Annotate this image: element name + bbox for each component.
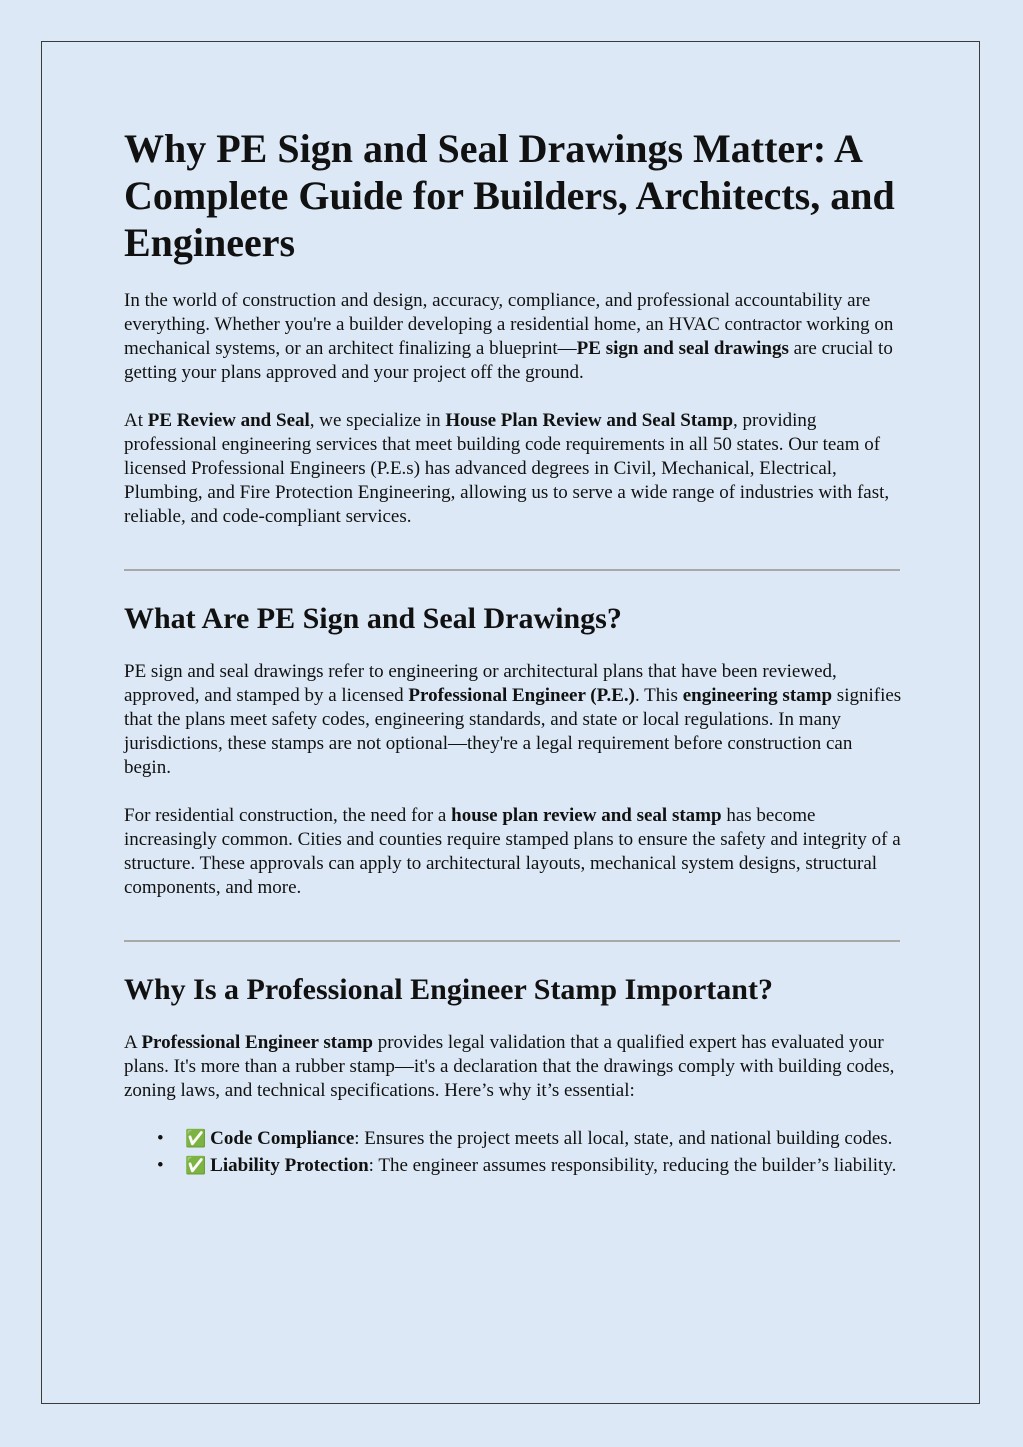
company-name: PE Review and Seal	[147, 410, 310, 431]
s2-p1-text-1: A	[124, 1032, 142, 1053]
list-item	[157, 1127, 902, 1151]
intro-paragraph-1	[124, 289, 902, 385]
s1-p1-text-3: signifies that the plans meet safety codes, engineering standards, and state or local regulations. In many jurisdictions, these stamps are not optional—they're a legal requirement before construction can begin.	[124, 685, 902, 778]
section1-paragraph-2	[124, 804, 902, 900]
check-mark-icon: ✅	[185, 1156, 207, 1176]
page-title: Why PE Sign and Seal Drawings Matter: A Complete Guide for Builders, Architects, and Engineers	[124, 126, 895, 265]
benefits-list	[124, 1127, 902, 1178]
intro-paragraph-2	[124, 409, 902, 529]
section2-paragraph-1	[124, 1031, 902, 1103]
document-body	[124, 120, 902, 1178]
s2-p1-text-2: provides legal validation that a qualified expert has evaluated your plans. It's more than a rubber stamp—it's a declaration that the drawings comply with building codes, zoning laws, and technical specifications. Here’s why it’s essential:	[124, 1032, 895, 1101]
intro-p1-bold: PE sign and seal drawings	[576, 338, 789, 359]
section-heading-what: What Are PE Sign and Seal Drawings?	[124, 602, 622, 635]
s1-p1-text-2: . This	[635, 685, 683, 706]
bullet-icon: •	[157, 1128, 164, 1149]
intro-p2-text-2: , we specialize in	[309, 410, 446, 431]
service-name: House Plan Review and Seal Stamp	[445, 410, 734, 431]
list-item-text: : Ensures the project meets all local, state, and national building codes.	[354, 1128, 893, 1149]
list-item-text: : The engineer assumes responsibility, reducing the builder’s liability.	[368, 1155, 897, 1176]
s2-p1-bold-1: Professional Engineer stamp	[141, 1032, 373, 1053]
list-item-bold: Liability Protection	[210, 1155, 369, 1176]
list-item-bold: Code Compliance	[210, 1128, 355, 1149]
bullet-icon: •	[157, 1155, 164, 1176]
intro-p2-text-3: , providing professional engineering services that meet building code requirements in all 50 states. Our team of licensed Professional Engineers (P.E.s) has advanced degrees in Civil, Mechanical, Electrical, Plumbing, and Fire Protection Engineering, allowing us to serve a wide range of industries with fast, reliable, and code-compliant services.	[124, 410, 890, 527]
section1-paragraph-1	[124, 660, 902, 780]
s1-p1-text-1: PE sign and seal drawings refer to engineering or architectural plans that have been reviewed, approved, and stamped by a licensed	[124, 661, 837, 706]
section-divider	[124, 940, 900, 942]
intro-p1-text-2: are crucial to getting your plans approved and your project off the ground.	[124, 338, 893, 383]
s1-p2-text-2: has become increasingly common. Cities and counties require stamped plans to ensure the safety and integrity of a structure. These approvals can apply to architectural layouts, mechanical system designs, structural components, and more.	[124, 805, 901, 898]
check-mark-icon: ✅	[185, 1129, 207, 1149]
s1-p1-bold-2: engineering stamp	[682, 685, 833, 706]
section-heading-why: Why Is a Professional Engineer Stamp Important?	[124, 973, 773, 1006]
intro-p2-text-1: At	[124, 410, 148, 431]
s1-p2-bold-1: house plan review and seal stamp	[451, 805, 722, 826]
list-item	[157, 1154, 902, 1178]
section-divider	[124, 569, 900, 571]
s1-p2-text-1: For residential construction, the need for a	[124, 805, 452, 826]
intro-p1-text-1: In the world of construction and design, accuracy, compliance, and professional accountability are everything. Whether you're a builder developing a residential home, an HVAC contractor working on mechanical systems, or an architect finalizing a blueprint—	[124, 290, 894, 359]
s1-p1-bold-1: Professional Engineer (P.E.)	[408, 685, 635, 706]
